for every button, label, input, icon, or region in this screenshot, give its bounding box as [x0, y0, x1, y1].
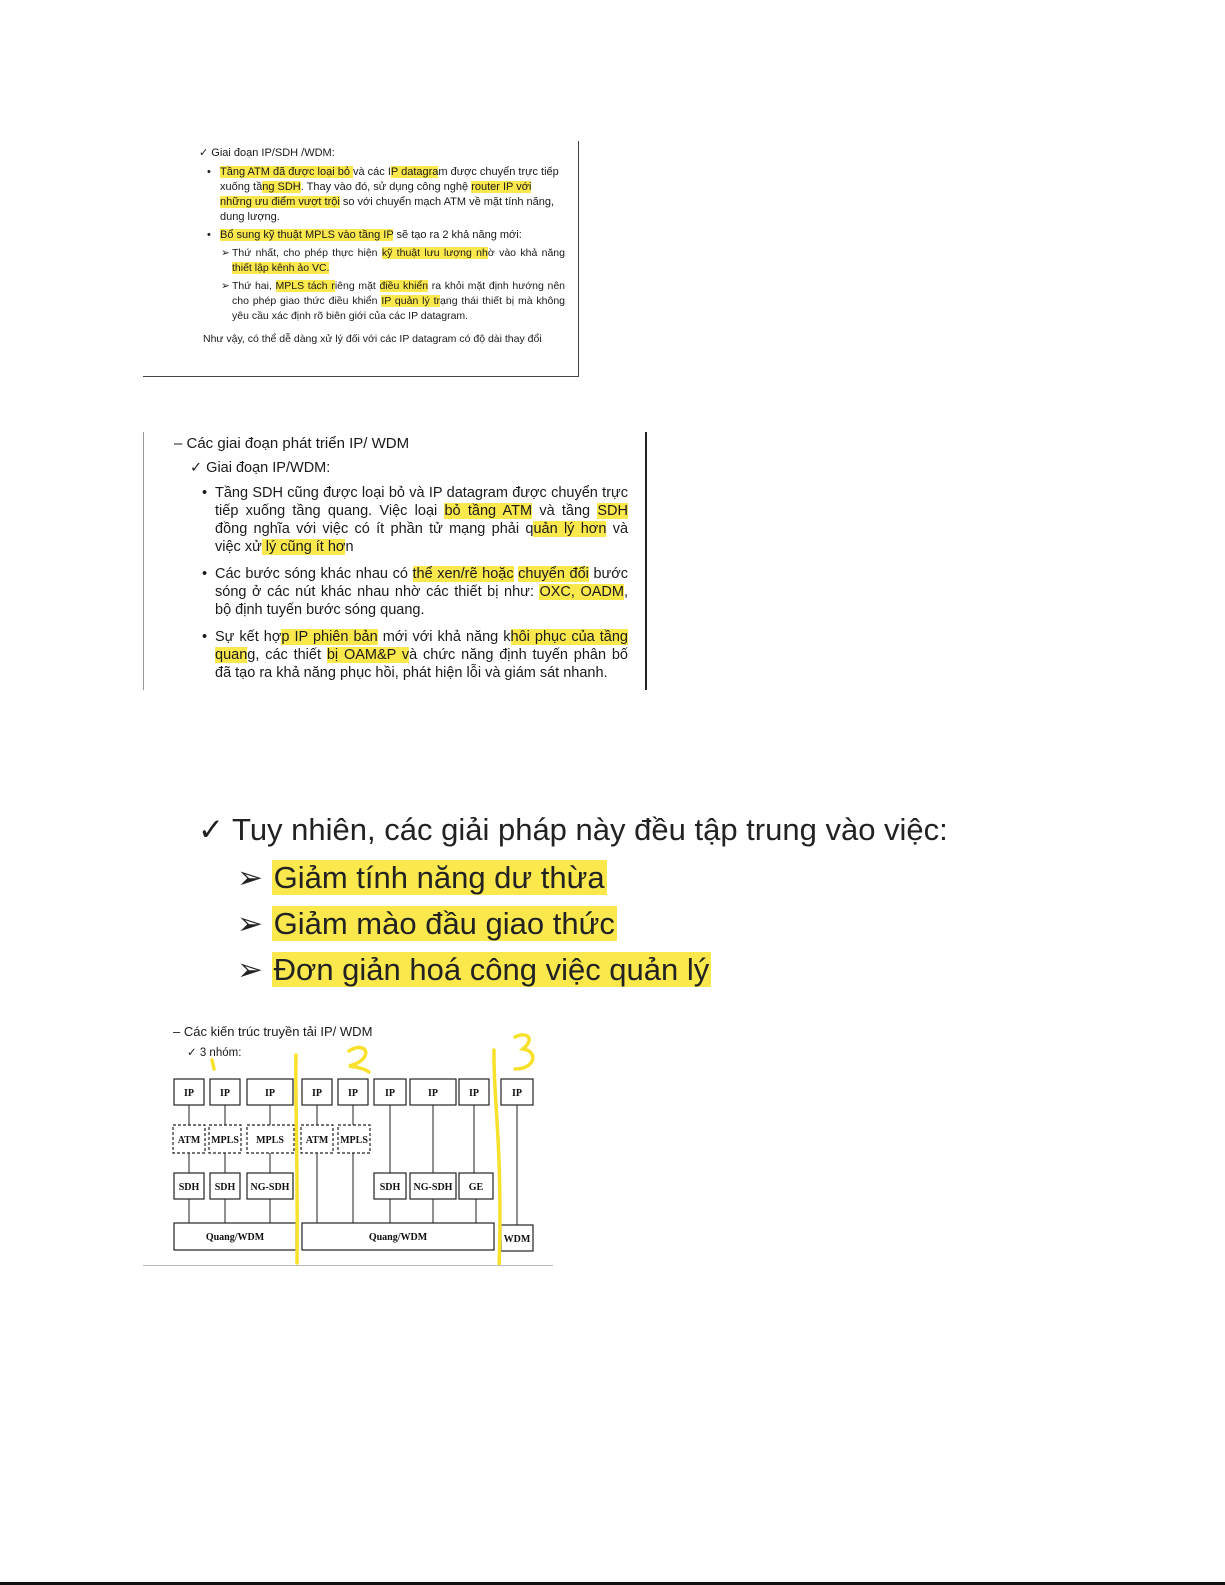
bullet-dot: •	[207, 229, 211, 241]
text-highlight: SDH	[597, 503, 628, 519]
focus-heading: ✓ Tuy nhiên, các giải pháp này đều tập trung vào việc:	[198, 812, 948, 847]
text: đồng nghĩa với việc có ít phần tử mạng phải q	[215, 521, 534, 537]
arrow-bullet-icon: ➢	[237, 952, 263, 987]
text-highlight: p IP phiên bản	[281, 629, 378, 645]
text: , bộ định tuyến bước sóng quang.	[215, 584, 628, 618]
bullet-sdh-removed	[174, 484, 628, 556]
ip-label: IP	[348, 1088, 358, 1099]
text-highlight: ng SDH	[262, 181, 301, 193]
text-highlight: router IP với những ưu điểm vượt trội	[220, 181, 532, 208]
optical-row	[174, 1223, 533, 1251]
connectors	[189, 1105, 517, 1225]
text: à chức năng định tuyến phân bố đã tạo ra khả năng phục hồi, phát hiện lỗi và giám sát nhanh.	[215, 647, 628, 681]
sub-bullet-first	[165, 246, 565, 276]
text: iêng mặt	[334, 280, 380, 292]
bullet-atm-removed	[165, 165, 565, 225]
sdh-label: SDH	[214, 1182, 236, 1193]
mpls-label: MPLS	[256, 1135, 284, 1146]
ge-label: GE	[468, 1182, 484, 1193]
architecture-diagram	[143, 1017, 553, 1265]
sub-bullet-second	[165, 279, 565, 324]
text: g, các thiết	[247, 647, 327, 663]
text-highlight: bị OAM&P v	[326, 647, 410, 663]
section-heading: – Các giai đoạn phát triển IP/ WDM	[174, 435, 410, 452]
text-highlight: bỏ tầng ATM	[444, 503, 533, 519]
text-highlight: thiết lập kênh ảo VC.	[232, 262, 330, 274]
ip-label: IP	[428, 1088, 438, 1099]
text: ra khỏi mặt định hướng nên cho phép giao thức điều khiển	[232, 280, 565, 307]
focus-item-text: Giảm tính năng dư thừa	[273, 860, 605, 895]
arrow-bullet-icon: ➢	[221, 280, 230, 292]
diagram-subtitle: ✓ 3 nhóm:	[187, 1047, 242, 1059]
text-highlight: chuyển đổi	[518, 566, 589, 582]
focus-item	[237, 952, 711, 988]
focus-item-text: Giảm mào đầu giao thức	[273, 906, 615, 941]
handwritten-1	[212, 1060, 214, 1069]
text-highlight: Bổ sung kỹ thuật MPLS vào tầng IP	[220, 229, 394, 241]
text-highlight: MPLS tách r	[275, 280, 335, 292]
wdm-label: WDM	[503, 1234, 531, 1245]
slide-ip-sdh-wdm	[143, 141, 579, 377]
ip-label: IP	[512, 1088, 522, 1099]
ip-label: IP	[184, 1088, 194, 1099]
bullet-dot: •	[202, 566, 208, 582]
text: sẽ tạo ra 2 khả năng mới:	[393, 229, 522, 241]
mpls-label: MPLS	[211, 1135, 239, 1146]
ip-label: IP	[312, 1088, 322, 1099]
stage-heading: ✓ Giai đoạn IP/WDM:	[190, 460, 331, 476]
ngsdh-label: NG-SDH	[413, 1182, 453, 1193]
text: Thứ hai,	[232, 280, 276, 292]
arrow-bullet-icon: ➢	[237, 860, 263, 895]
focus-item-text: Đơn giản hoá công việc quản lý	[273, 952, 710, 987]
handwritten-divider	[296, 1055, 297, 1263]
slide-transport-architectures	[143, 1017, 553, 1266]
bullet-dot: •	[207, 166, 211, 178]
atm-label: ATM	[177, 1135, 201, 1146]
ip-label: IP	[220, 1088, 230, 1099]
bullet-dot: •	[202, 629, 208, 645]
text: và các I	[353, 166, 391, 178]
bullet-wavelength	[174, 565, 628, 619]
text: và tầng	[532, 503, 598, 519]
text-highlight: IP quản lý tr	[381, 295, 441, 307]
handwritten-3	[515, 1035, 533, 1069]
text: ạng thái thiết bị mà không yêu cầu xác định rõ biên giới của các IP datagram.	[232, 295, 566, 322]
atm-mpls-row	[173, 1125, 370, 1153]
text: mới với khả năng k	[377, 629, 511, 645]
diagram-title: – Các kiến trúc truyền tải IP/ WDM	[173, 1024, 373, 1039]
quang-wdm-label: Quang/WDM	[205, 1232, 265, 1243]
text: so với chuyển mạch ATM về mặt tính năng, dung lượng.	[220, 196, 555, 223]
ip-row	[174, 1079, 533, 1105]
arrow-bullet-icon: ➢	[221, 247, 230, 259]
slide-ip-wdm	[143, 432, 647, 690]
stage-heading: ✓ Giai đoạn IP/SDH /WDM:	[199, 147, 335, 159]
text-highlight: Tầng ATM đã được loại bỏ	[220, 166, 353, 178]
text: Sự kết hợ	[215, 629, 282, 645]
text-highlight: thể xen/rẽ hoặc	[412, 566, 514, 582]
text: Các bước sóng khác nhau có	[215, 566, 413, 582]
bullet-mpls	[165, 228, 565, 243]
focus-item	[237, 860, 607, 896]
text: . Thay vào đó, sử dụng công nghệ	[300, 181, 472, 193]
sdh-row	[174, 1173, 493, 1199]
text-highlight: điều khiển	[379, 280, 429, 292]
text-highlight: P datagra	[390, 166, 439, 178]
text-highlight: kỹ thuật lưu lượng nh	[381, 247, 488, 259]
text: ờ vào khả năng	[487, 247, 565, 259]
text: Tầng SDH cũng được loại bỏ và IP datagram được chuyển trực tiếp xuống tầng quang. Việc loại	[215, 485, 628, 519]
bullet-dot: •	[202, 485, 208, 501]
ip-label: IP	[385, 1088, 395, 1099]
text: m được chuyển trực tiếp xuống tầ	[220, 166, 559, 193]
handwritten-2	[349, 1048, 369, 1072]
slide-however-focus	[190, 810, 1025, 1010]
text: và việc xử	[215, 521, 629, 555]
sdh-label: SDH	[178, 1182, 200, 1193]
text-highlight: OXC, OADM	[539, 584, 624, 600]
ngsdh-label: NG-SDH	[250, 1182, 290, 1193]
quang-wdm-label: Quang/WDM	[368, 1232, 428, 1243]
text: n	[345, 539, 354, 555]
handwritten-divider	[494, 1050, 500, 1265]
text: Thứ nhất, cho phép thực hiện	[232, 247, 382, 259]
text-highlight: uản lý hơn	[533, 521, 607, 537]
ip-label: IP	[265, 1088, 275, 1099]
focus-item	[237, 906, 617, 942]
mpls-label: MPLS	[340, 1135, 368, 1146]
bullet-ip-version	[174, 628, 628, 682]
conclusion-text: Như vậy, có thể dễ dàng xử lý đối với các IP datagram có độ dài thay đổi	[203, 333, 542, 345]
text: bước sóng ở các nút khác nhau nhờ các thiết bị như:	[215, 566, 628, 600]
sdh-label: SDH	[379, 1182, 401, 1193]
atm-label: ATM	[305, 1135, 329, 1146]
text-highlight: hôi phục của tầng quan	[215, 629, 628, 663]
ip-label: IP	[469, 1088, 479, 1099]
arrow-bullet-icon: ➢	[237, 906, 263, 941]
text-highlight: lý cũng ít hơ	[261, 539, 346, 555]
